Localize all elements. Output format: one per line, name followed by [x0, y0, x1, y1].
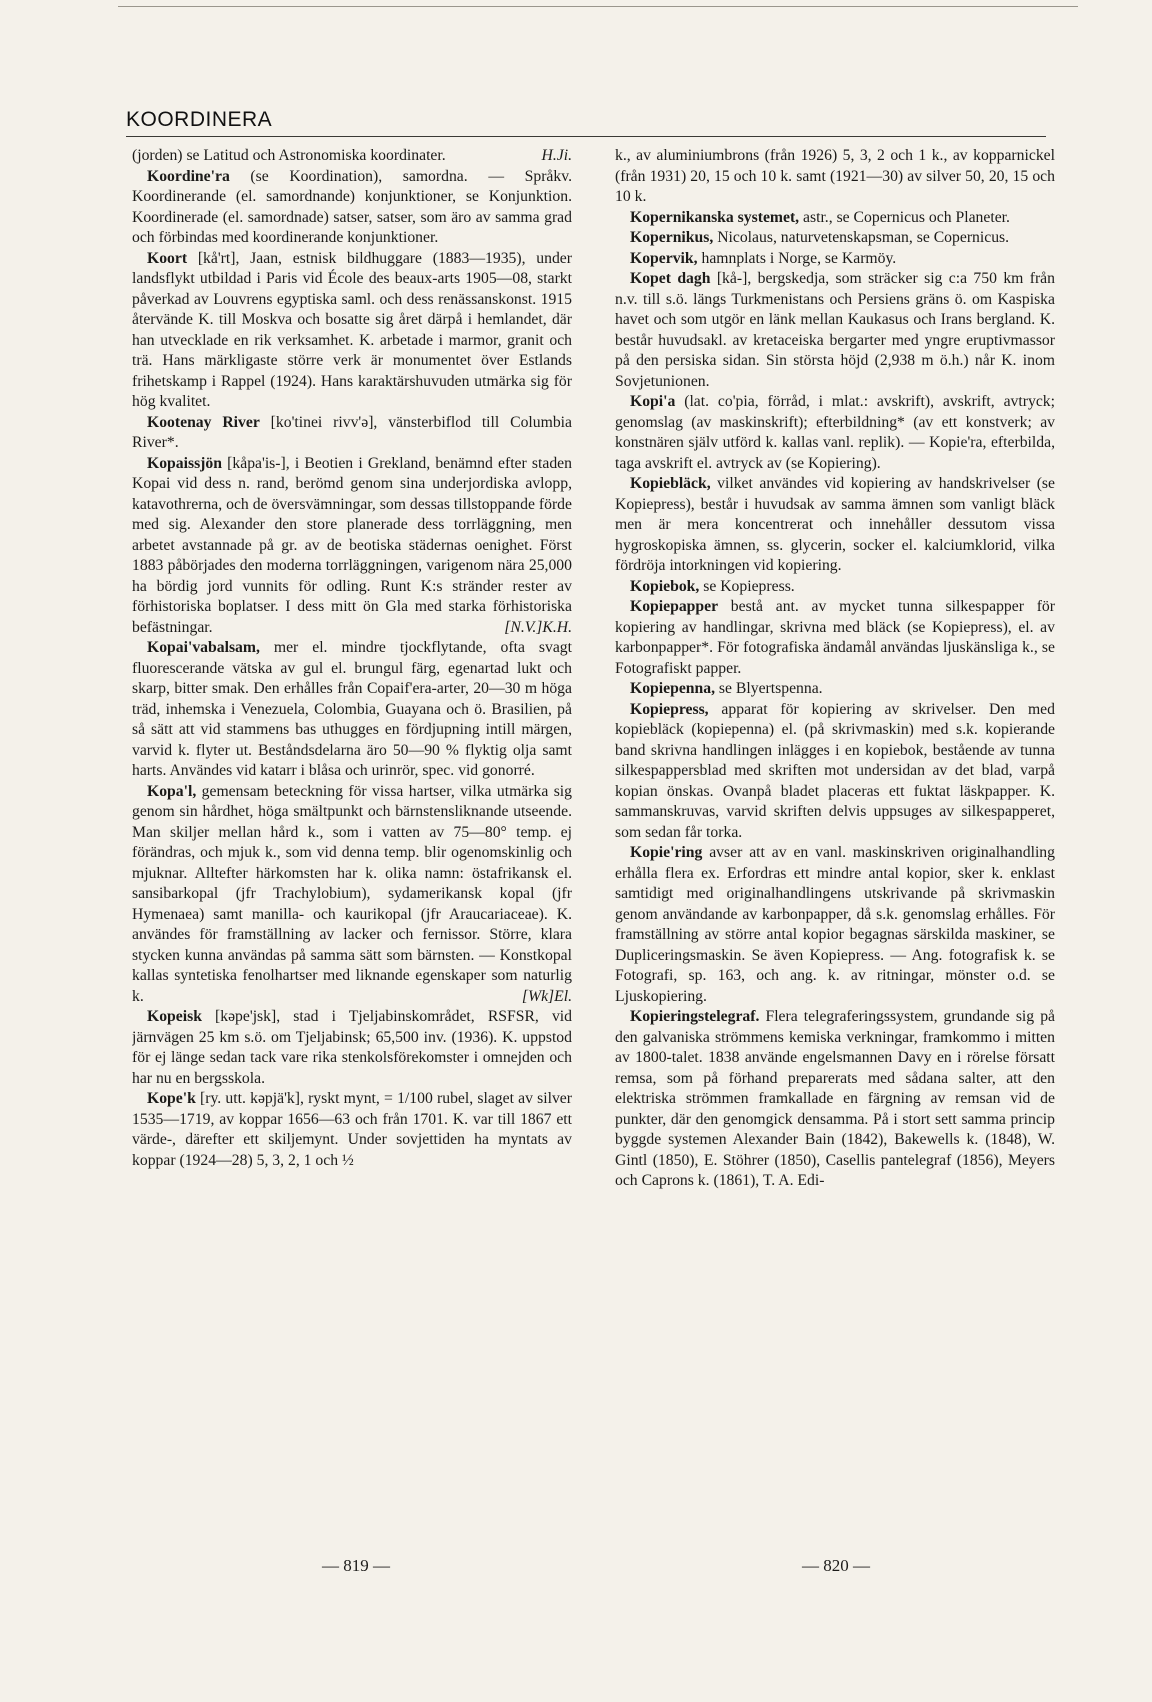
entry-text: [kəpe'jsk], stad i Tjeljabinskområdet, RSFSR, vid järnvägen 25 km s.ö. om Tjeljabinsk; 65,500 inv. (1936). K. uppstod för ej länge sedan tack vare rika stenkolsförekomster i omnejden och har nu en bergsskola. — [132, 1008, 572, 1087]
entry-headword: Kopa'l, — [147, 782, 197, 800]
entry-headword: Kopernikanska systemet, — [630, 208, 800, 226]
entry-headword: Kopervik, — [630, 249, 698, 267]
entry-paragraph — [132, 1089, 572, 1171]
entry-paragraph — [132, 454, 572, 639]
entry-signature: [Wk]El. — [521, 987, 572, 1005]
entry-signature: [N.V.]K.H. — [504, 618, 572, 636]
entry-paragraph — [615, 577, 1055, 598]
entry-text: hamnplats i Norge, se Karmöy. — [697, 249, 897, 267]
entry-text: [kå-], bergskedja, som sträcker sig c:a 750 km från n.v. till s.ö. längs Turkmenistans och Persiens gräns ö. om Kaspiska havet och som utgör en länk mellan Kaukasus och Irans bergland. K. består huvudsakl. av kretaceiska bergarter med yngre eruptivmassor på den persiska sidan. Sin största höjd (2,938 m ö.h.) når K. inom Sovjetunionen. — [615, 270, 1055, 390]
entry-headword: Kopeisk — [147, 1008, 202, 1025]
entry-paragraph — [615, 208, 1055, 229]
entry-text: Flera telegraferingssystem, grundande sig på den galvaniska strömmens kemiska verkningar, framkommo i mitten av 1800-talet. 1838 använde engelsmannen Davy en i rörelse försatt remsa, som på förhand preparerats med sådana salter, att den elektriska strömmen framkallade en färgning av remsan vid de punkter, där den genomgick densamma. På i stort sett samma princip byggde systemen Alexander Bain (1842), Bakewells k. (1848), W. Gintl (1850), E. Stöhrer (1850), Casellis pantelegraf (1856), Meyers och Caprons k. (1861), T. A. Edi- — [615, 1008, 1055, 1189]
entry-paragraph — [615, 679, 1055, 700]
entry-text: [ko'tinei rivv'ə], vänsterbiflod till Columbia River*. — [132, 413, 572, 451]
entry-paragraph — [132, 1007, 572, 1089]
page-number-right: — 820 — — [802, 1556, 870, 1575]
entry-headword: Kope'k — [147, 1090, 196, 1107]
running-head: KOORDINERA — [126, 108, 273, 131]
entry-text: bestå ant. av mycket tunna silkespapper för kopiering av handlingar, skrivna med bläck (se Kopiepress), el. av karbonpapper*. För fotografiska ändamål användas ljuskänsliga k., se Fotografiskt papper. — [615, 598, 1055, 677]
entry-headword: Kopet dagh — [630, 270, 711, 287]
entry-paragraph — [132, 249, 572, 413]
entry-headword: Kopaissjön — [147, 454, 222, 472]
entry-paragraph — [615, 392, 1055, 474]
entry-text: [ry. utt. kəpjä'k], ryskt mynt, = 1/100 rubel, slaget av silver 1535—1719, av koppar 1656—63 och från 1701. K. var till 1867 ett värde-, därefter ett skiljemynt. Under sovjettiden ha myntats av koppar (1924—28) 5, 3, 2, 1 och ½ — [132, 1090, 572, 1169]
entry-text: avser att av en vanl. maskinskriven originalhandling erhålla flera ex. Erfordras ett mindre antal kopior, sker k. enklast samtidigt med originalhandlingens utskrivande på skrivmaskin genom användande av karbonpapper, då s.k. genomslag erhålles. För framställning av större antal kopior begagnas särskilda maskiner, se Dupliceringsmaskin. Se även Kopiepress. — Ang. fotografisk k. se Fotografi, sp. 163, och ang. k. av ritningar, mönster o.d. se Ljuskopiering. — [615, 844, 1055, 1005]
entry-text: gemensam beteckning för vissa hartser, vilka utmärka sig genom sin hårdhet, höga smältpunkt och bärnstensliknande utseende. Man skiljer mellan hård k., som i vatten av 75—80° temp. ej förändras, och mjuk k., som vid denna temp. blir ogenomskinlig och mjuknar. Alltefter härkomsten har k. olika namn: östafrikansk el. sansibarkopal (jfr Trachylobium), sydamerikansk kopal (jfr Hymenaea) samt manilla- och kaurikopal (jfr Araucariaceae). K. användes för framställning av lacker och fernissor. Större, klara stycken kunna användas på samma sätt som bärnsten. — Konstkopal kallas syntetiska fenolhartser med liknande egenskaper som naturlig k. — [132, 782, 572, 1005]
entry-paragraph — [615, 146, 1055, 208]
entry-paragraph — [615, 1007, 1055, 1192]
entry-paragraph — [615, 843, 1055, 1007]
entry-signature: H.Ji. — [541, 147, 572, 164]
entry-paragraph — [132, 413, 572, 454]
entry-text: (lat. co'pia, förråd, i mlat.: avskrift), avskrift, avtryck; genomslag (av maskinskrift); efterbildning* (av ett konstverk; av konstnären själv utförd k. kallas vanl. replik). — Kopie'ra, efterbilda, taga avskrift el. avtryck av (se Kopiering). — [615, 393, 1055, 472]
entry-paragraph — [615, 269, 1055, 392]
entry-text: (jorden) se Latitud och Astronomiska koordinater. — [132, 147, 446, 164]
entry-paragraph — [132, 146, 572, 167]
entry-paragraph — [615, 700, 1055, 844]
right-column — [615, 146, 1055, 1544]
entry-text: [kå'rt], Jaan, estnisk bildhuggare (1883—1935), under landsflykt utbildad i Paris vid École des beaux-arts 1905—08, starkt påverkad av Louvrens egyptiska saml. och dess renässanskonst. 1915 återvände K. till Moskva och bosatte sig året därpå i hemlandet, där han utvecklade en rik verksamhet. K. arbetade i marmor, granit och trä. Hans märkligaste större verk är monumentet över Estlands frihetskamp i Rappel (1924). Hans karaktärshuvuden utmärka sig för hög kvalitet. — [132, 249, 572, 410]
entry-paragraph — [615, 228, 1055, 249]
entry-headword: Koordine'ra — [147, 167, 230, 185]
entry-headword: Kopiepenna, — [630, 680, 715, 697]
entry-text: se Kopiepress. — [699, 577, 795, 595]
entry-paragraph — [615, 474, 1055, 577]
entry-text: Nicolaus, naturvetenskapsman, se Copernicus. — [713, 229, 1010, 246]
entry-text: se Blyertspenna. — [715, 680, 823, 697]
entry-text: mer el. mindre tjockflytande, ofta svagt fluorescerande vätska av gul el. brungul färg, egenartad lukt och skarp, bitter smak. Den erhålles från Copaif'era-arter, 20—30 m höga träd, inhemska i Venezuela, Colombia, Guayana och ö. Brasilien, på så sätt att vid stammens bas uthugges en fördjupning intill märgen, varvid k. flyter ut. Beståndsdelarna äro 50—90 % flyktig olja samt harts. Användes vid katarr i blåsa och urinrör, spec. vid gonorré. — [132, 639, 572, 779]
entry-paragraph — [615, 597, 1055, 679]
entry-paragraph — [132, 167, 572, 249]
entry-headword: Kopiebok, — [630, 577, 700, 595]
entry-text: k., av aluminiumbrons (från 1926) 5, 3, 2 och 1 k., av kopparnickel (från 1931) 20, 15 och 10 k. samt (1921—30) av silver 50, 20, 15 och 10 k. — [615, 147, 1055, 205]
entry-paragraph — [132, 638, 572, 782]
entry-headword: Kopai'vabalsam, — [147, 639, 260, 656]
entry-headword: Kopi'a — [630, 393, 676, 410]
entry-headword: Kopiepress, — [630, 700, 709, 718]
entry-paragraph — [615, 249, 1055, 270]
entry-headword: Kopiebläck, — [630, 475, 711, 492]
entry-text: vilket användes vid kopiering av handskrivelser (se Kopiepress), består i huvudsak av samma ämnen som vanligt bläck men är mera koncentrerat och innehåller dessutom vissa hygroskopiska ämnen, ss. glycerin, socker el. kalciumklorid, vilka fördröja intorkningen vid kopiering. — [615, 475, 1055, 574]
header-rule — [126, 136, 1046, 137]
entry-headword: Kopiepapper — [630, 598, 719, 615]
entry-text: astr., se Copernicus och Planeter. — [799, 208, 1010, 226]
entry-headword: Kootenay River — [147, 413, 260, 431]
page-number-left: — 819 — — [322, 1556, 390, 1575]
entry-paragraph — [132, 782, 572, 1008]
left-column — [132, 146, 572, 1544]
entry-headword: Kopernikus, — [630, 229, 714, 246]
entry-text: (se Koordination), samordna. — Språkv. Koordinerande (el. samordnande) konjunktioner, se Konjunktion. Koordinerade (el. samordnade) satser, satser, som äro av samma grad och förbindas med koordinerande konjunktioner. — [132, 167, 572, 246]
entry-headword: Koort — [147, 249, 188, 267]
entry-headword: Kopieringstelegraf. — [630, 1008, 760, 1025]
top-edge-line — [118, 6, 1078, 7]
entry-text: [kåpa'is-], i Beotien i Grekland, benämnd efter staden Kopai vid dess n. rand, berömd genom sina underjordiska avlopp, katavothrerna, och de översvämningar, som dessas tillstoppande förde med sig. Alexander den store planerade dess torrläggning, men arbetet avstannade på gr. av de beotiska städernas oenighet. Först 1883 påbörjades den moderna torrläggningen, varigenom nära 25,000 ha bördig jord vunnits för odling. Runt K:s stränder rester av förhistoriska boplatser. I dess mitt ön Gla med starka förhistoriska befästningar. — [132, 454, 572, 636]
entry-text: apparat för kopiering av skrivelser. Den med kopiebläck (kopiepenna) el. (på skrivmaskin) med s.k. kopierande band skrivna handlingen inlägges i en kopiebok, bestående av tunna silkespappersblad med skriften mot undersidan av det blad, varpå kopian önskas. Ovanpå bladet placeras ett fuktat läskpapper. K. sammanskruvas, varvid skriften delvis uppsuges av silkespapperet, som sedan får torka. — [615, 700, 1055, 841]
entry-headword: Kopie'ring — [630, 844, 703, 861]
